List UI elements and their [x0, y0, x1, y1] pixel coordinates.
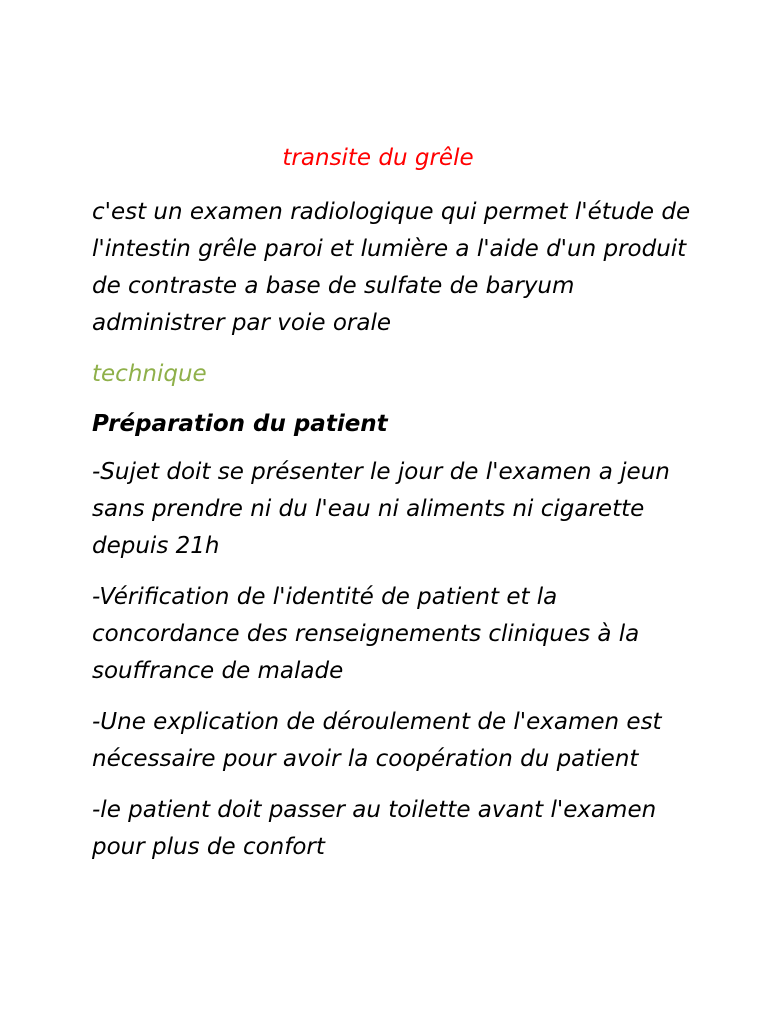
list-item: -Vérification de l'identité de patient et la concordance des renseignements cliniques à la souffrance de malade	[92, 584, 640, 684]
list-item: -Une explication de déroulement de l'examen est nécessaire pour avoir la coopération du patient	[92, 709, 662, 772]
document-content	[92, 140, 692, 880]
list-item: -Sujet doit se présenter le jour de l'examen a jeun sans prendre ni du l'eau ni aliments ni cigarette depuis 21h	[92, 459, 670, 559]
list-item: -le patient doit passer au toilette avant l'examen pour plus de confort	[92, 797, 657, 860]
intro-paragraph: c'est un examen radiologique qui permet l'étude de l'intestin grêle paroi et lumière a l'aide d'un produit de contraste a base de sulfate de baryum administrer par voie orale	[92, 199, 691, 336]
sub-heading-preparation: Préparation du patient	[92, 411, 388, 437]
section-heading-technique: technique	[92, 361, 207, 387]
document-title: transite du grêle	[282, 145, 474, 171]
